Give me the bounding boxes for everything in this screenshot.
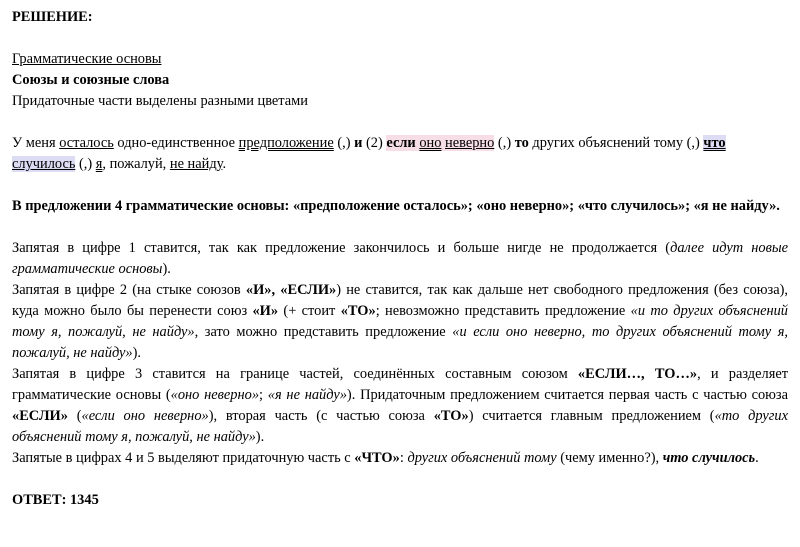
explanation-bold: «ЕСЛИ» xyxy=(12,408,68,424)
analyzed-sentence xyxy=(12,133,788,175)
sentence-text: одно-единственное xyxy=(113,135,239,151)
subject-word: я xyxy=(95,156,103,172)
explanation-text: ) считается главным предложением ( xyxy=(468,408,715,424)
legend-conjunctions: Союзы и союзные слова xyxy=(12,72,170,88)
comma-marker-3: (,) xyxy=(494,135,515,151)
explanation-bold: «ТО» xyxy=(340,303,376,319)
predicate-word: не найду xyxy=(169,156,223,172)
explanation-text: Запятая в цифре 3 ставится на границе частей, соединённых составным союзом xyxy=(12,366,578,382)
sentence-text: У меня xyxy=(12,135,60,151)
explanation-text: Запятая в цифре 2 (на стыке союзов xyxy=(12,282,246,298)
explanation-text: ; xyxy=(259,387,268,403)
explanation-text: ). Придаточным предложением считается первая часть с частью союза xyxy=(346,387,788,403)
explanation-commas-4-5 xyxy=(12,448,788,469)
explanation-text: (+ стоит xyxy=(278,303,341,319)
explanation-italic: «оно неверно» xyxy=(170,387,260,403)
comma-marker-1: (,) xyxy=(333,135,355,151)
conjunction-word: если xyxy=(386,135,416,151)
sentence-text: . xyxy=(222,156,227,172)
explanation-comma-2 xyxy=(12,280,788,364)
explanation-text: , зато можно представить предложение xyxy=(194,324,453,340)
explanation-text: Запятая в цифре 1 ставится, так как предложение закончилось и больше нигде не продолжается ( xyxy=(12,240,671,256)
explanation-text: , и разделяет грамматические основы ( xyxy=(12,366,788,403)
explanation-bold: «И» xyxy=(252,303,279,319)
explanation-text: (чему именно?), xyxy=(556,450,663,466)
explanation-italic: «и если оно неверно, то других объяснений тому я, пожалуй, не найду» xyxy=(12,324,788,361)
subject-word: предположение xyxy=(238,135,334,151)
explanation-italic: далее идут новые грамматические основы xyxy=(12,240,788,277)
explanation-italic: «и то других объяснений тому я, пожалуй, не найду» xyxy=(12,303,789,340)
subject-conjunctive-word: что xyxy=(703,135,726,151)
explanation-italic: других объяснений тому xyxy=(407,450,557,466)
bases-summary: В предложении 4 грамматические основы: «предположение осталось»; «оно неверно»; «что случилось»; «я не найду». xyxy=(12,198,780,214)
predicate-word: неверно xyxy=(445,135,495,151)
legend-subordinate-clauses: Придаточные части выделены разными цветами xyxy=(12,93,308,109)
explanation-bold-italic: что случилось xyxy=(662,450,756,466)
explanation-comma-3 xyxy=(12,364,788,448)
explanation-text: ). xyxy=(255,429,265,445)
sentence-text: , пожалуй, xyxy=(102,156,170,172)
explanation-comma-1 xyxy=(12,238,788,280)
explanation-italic: «я не найду» xyxy=(267,387,347,403)
explanation-bold: «ЕСЛИ…, ТО…» xyxy=(577,366,698,382)
explanation-italic: «если оно неверно» xyxy=(81,408,209,424)
legend-grammatical-bases: Грамматические основы xyxy=(12,51,162,67)
explanation-text: Запятые в цифрах 4 и 5 выделяют придаточную часть с xyxy=(12,450,355,466)
predicate-word: осталось xyxy=(59,135,114,151)
explanation-text: ), вторая часть (с частью союза xyxy=(208,408,434,424)
explanation-text: . xyxy=(755,450,759,466)
comma-marker-2: (2) xyxy=(362,135,387,151)
conjunction-word: и xyxy=(354,135,363,151)
subordinate-clause-1 xyxy=(386,135,494,151)
explanation-bold: «ЧТО» xyxy=(354,450,400,466)
explanation-text: ). xyxy=(162,261,171,277)
explanation-text: ( xyxy=(67,408,82,424)
explanation-bold: «И», «ЕСЛИ» xyxy=(245,282,337,298)
explanation-bold: «ТО» xyxy=(433,408,469,424)
predicate-word: случилось xyxy=(12,156,76,172)
sentence-text: других объяснений тому (,) xyxy=(528,135,704,151)
comma-marker-4: (,) xyxy=(75,156,96,172)
explanation-text: : xyxy=(399,450,408,466)
answer-line: ОТВЕТ: 1345 xyxy=(12,492,99,508)
explanation-text: ; невозможно представить предложение xyxy=(375,303,631,319)
subject-word: оно xyxy=(419,135,442,151)
solution-heading: РЕШЕНИЕ: xyxy=(12,9,93,25)
conjunction-word: то xyxy=(514,135,529,151)
explanation-italic: «то других объяснений тому я, пожалуй, не найду» xyxy=(12,408,788,445)
explanation-text: ). xyxy=(132,345,142,361)
explanation-text: ) не ставится, так как дальше нет свободного предложения (без союза), куда можно было бы перенести союз xyxy=(12,282,789,319)
